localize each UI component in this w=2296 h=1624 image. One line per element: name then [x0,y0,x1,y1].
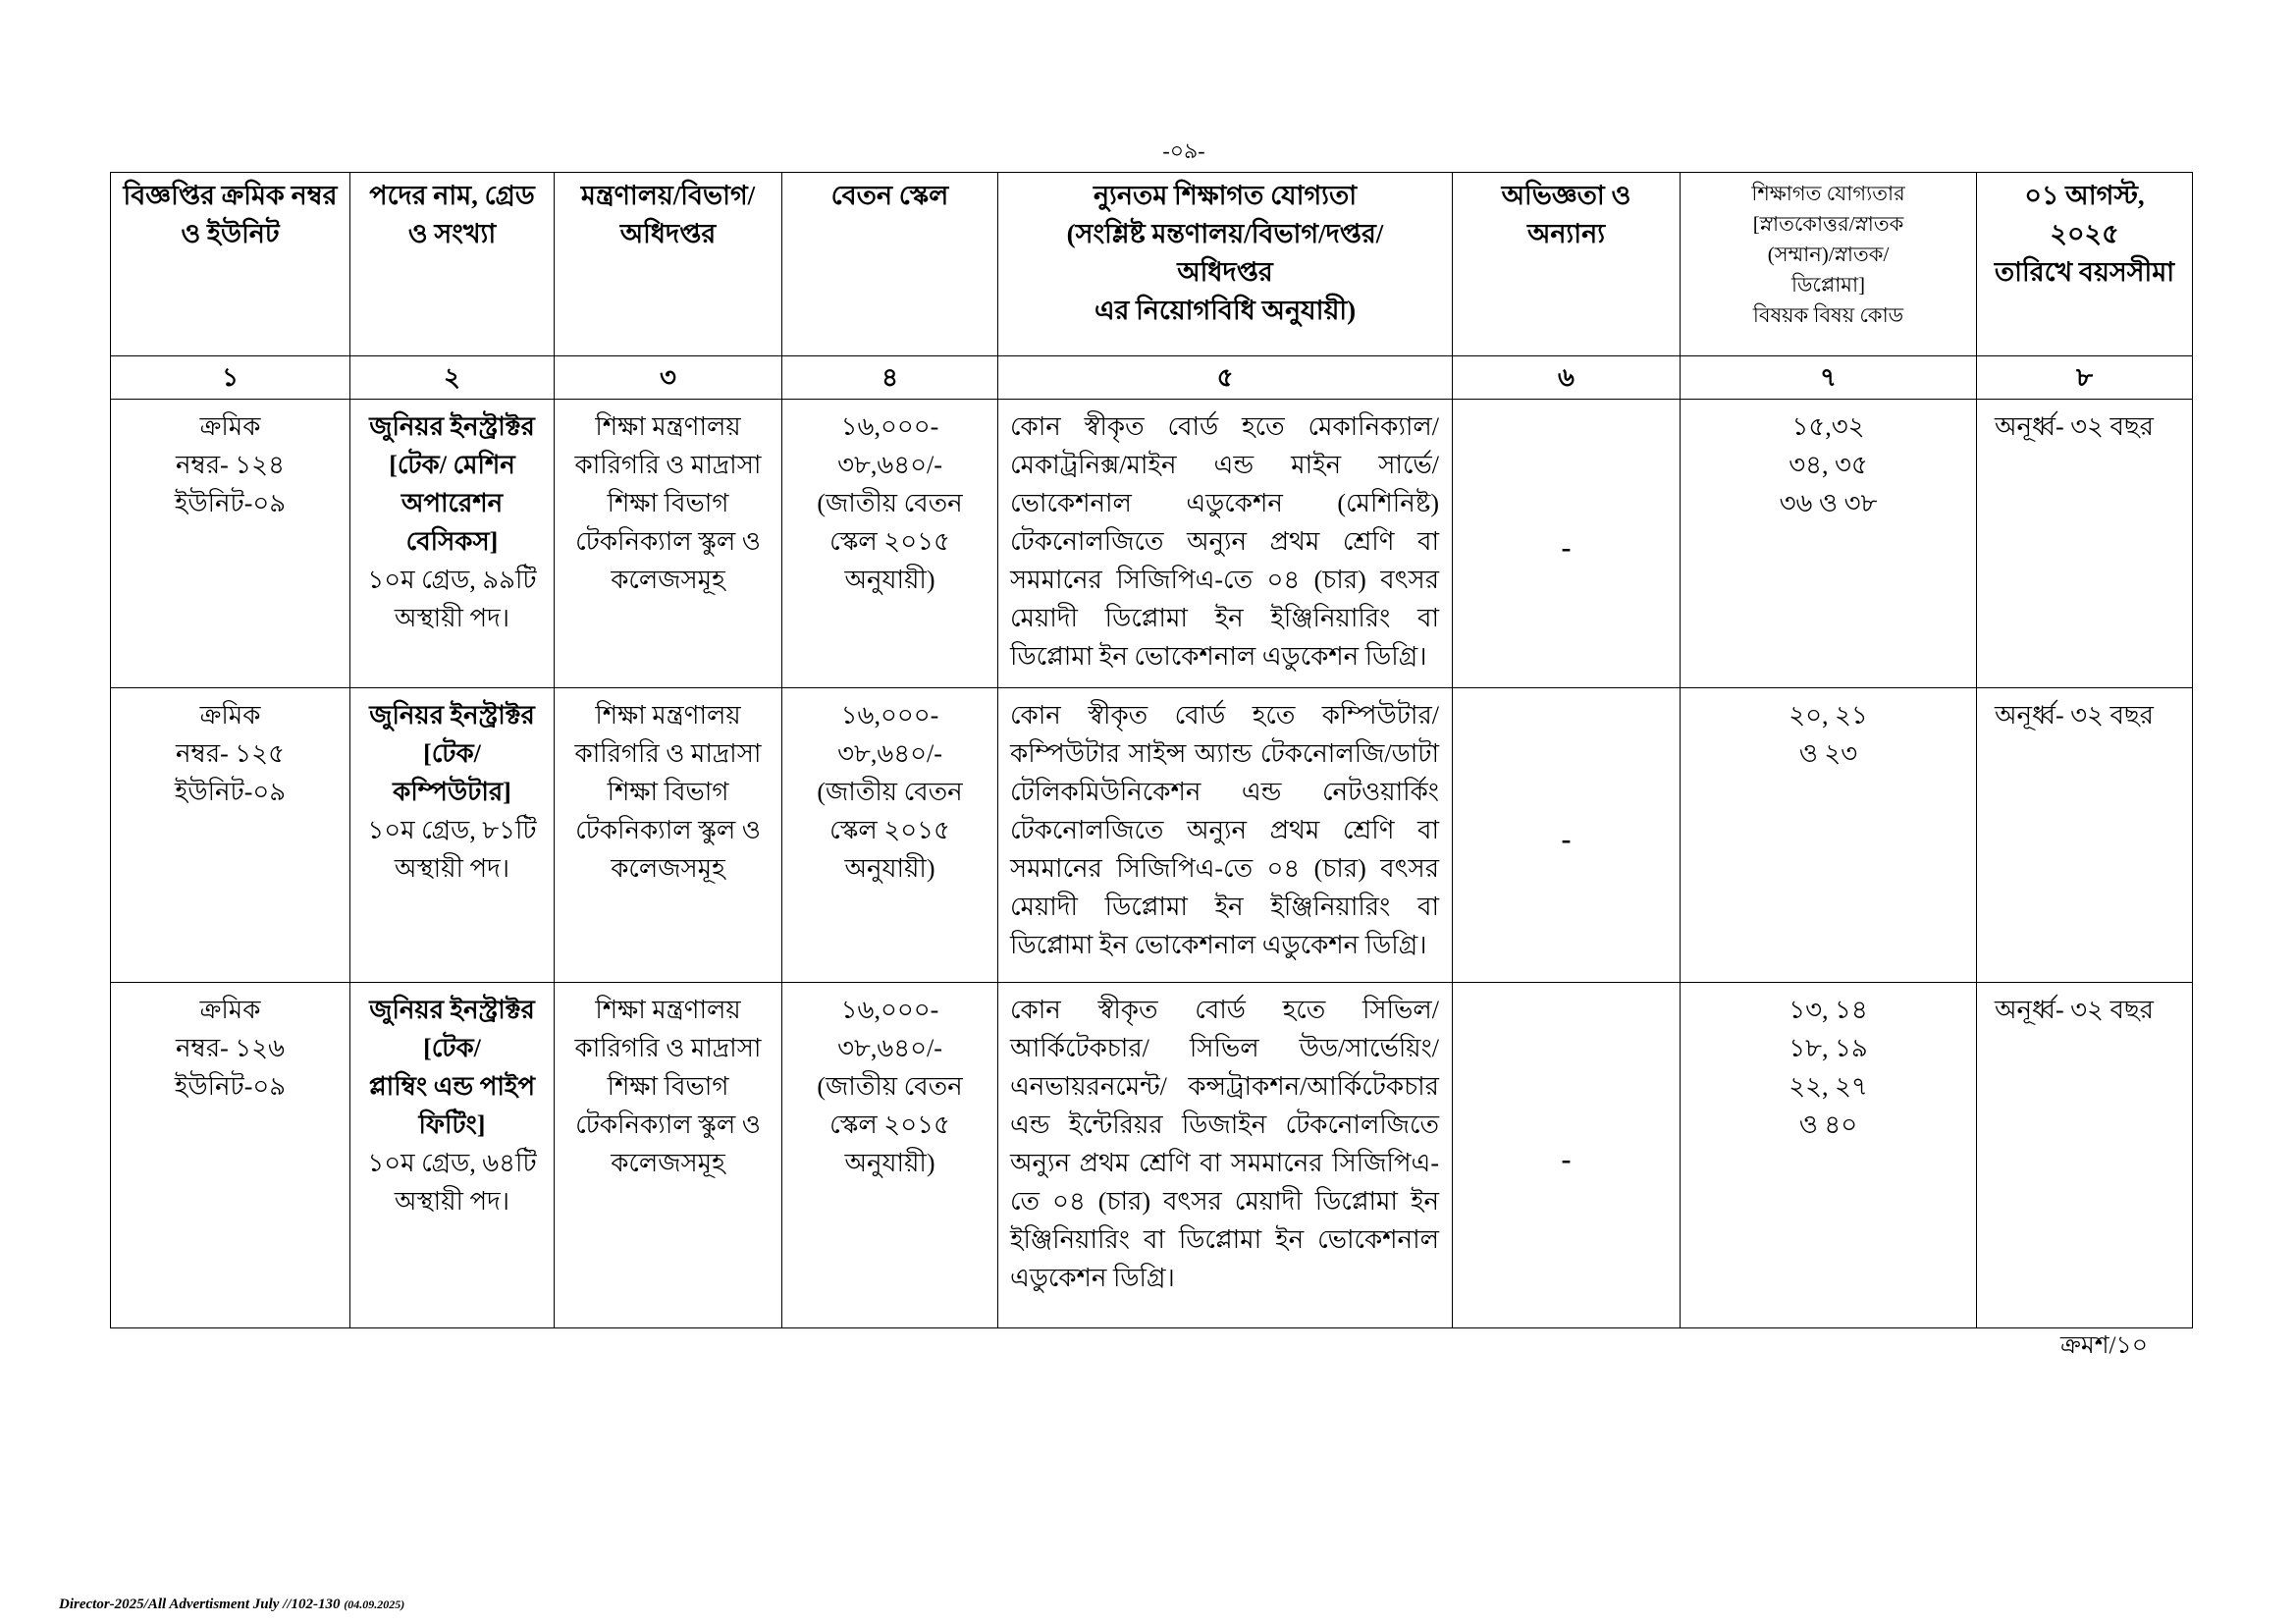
pay-scale-line: ৩৮,৬৪০/- [837,739,942,768]
continuation-note: ক্রমশ/১০ [2059,1332,2148,1359]
cell-qualification [998,688,1453,983]
ministry-line: শিক্ষা মন্ত্রণালয় [595,701,741,730]
qualification-line: সমমানের সিজিপিএ-তে ০৪ (চার) বৎসর [1010,566,1439,594]
qualification-line: টেকনোলজিতে অন্যুন প্রথম শ্রেণি বা [1010,527,1439,556]
cell-experience: - [1453,983,1681,1328]
serial-line: নম্বর- ১২৫ [176,739,285,768]
header-line: মন্ত্রণালয়/বিভাগ/ [580,181,756,210]
vacancy-table [110,172,2193,1328]
header-pay-scale [782,173,998,356]
qualification-line: কম্পিউটার সাইন্স অ্যান্ড টেকনোলজি/ডাটা [1010,739,1439,768]
subject-code-line: ও ৪০ [1798,1110,1858,1139]
qualification-line: ইঞ্জিনিয়ারিং বা ডিপ্লোমা ইন ভোকেশনাল [1010,1225,1439,1254]
qualification-line: এডুকেশন ডিগ্রি। [1010,1264,1175,1292]
cell-ministry [555,688,782,983]
ministry-line: কারিগরি ও মাদ্রাসা [574,739,762,768]
cell-age-limit: অনূর্ধ্ব- ৩২ বছর [1977,983,2193,1328]
pay-scale-line: ৩৮,৬৪০/- [837,451,942,479]
header-post-grade-count [350,173,555,356]
header-line: অধিদপ্তর [1177,257,1273,287]
table-row [111,400,2193,688]
ministry-line: টেকনিক্যাল স্কুল ও [575,527,761,556]
qualification-line: তে ০৪ (চার) বৎসর মেয়াদী ডিপ্লোমা ইন [1010,1187,1439,1216]
post-details-line: অস্থায়ী পদ। [394,1187,510,1216]
serial-line: ইউনিট-০৯ [174,489,287,517]
cell-experience: - [1453,688,1681,983]
cell-experience: - [1453,400,1681,688]
pay-scale-line: অনুযায়ী) [844,854,935,883]
footer-reference [59,1595,404,1614]
qualification-line: এন্ড ইন্টেরিয়র ডিজাইন টেকনোলজিতে [1010,1110,1439,1139]
cell-serial-unit [111,400,350,688]
serial-line: ক্রমিক [199,996,261,1024]
subject-code-line: ২০, ২১ [1789,701,1868,730]
column-number: ৮ [1977,356,2193,400]
header-line: অভিজ্ঞতা ও [1501,181,1631,210]
ministry-line: কারিগরি ও মাদ্রাসা [574,1034,762,1062]
header-line: তারিখে বয়সসীমা [1994,257,2175,287]
header-subject-code [1681,173,1977,356]
header-age-limit [1977,173,2193,356]
ministry-line: শিক্ষা মন্ত্রণালয় [595,996,741,1024]
header-min-qualification [998,173,1453,356]
pay-scale-line: (জাতীয় বেতন [817,778,963,806]
ministry-line: কলেজসমূহ [611,566,725,594]
header-line: অন্যান্য [1526,219,1606,248]
header-line: পদের নাম, গ্রেড [369,181,535,210]
post-title-line: ফিটিং] [418,1110,486,1139]
pay-scale-line: (জাতীয় বেতন [817,489,963,517]
qualification-line: টেলিকমিউনিকেশন এন্ড নেটওয়ার্কিং [1010,778,1439,806]
column-number: ১ [111,356,350,400]
qualification-line: কোন স্বীকৃত বোর্ড হতে সিভিল/ [1010,996,1439,1024]
post-title-line: জুনিয়র ইনস্ট্রাক্টর [369,996,535,1024]
header-line: বেতন স্কেল [830,181,949,210]
post-details-line: ১০ম গ্রেড, ৯৯টি [367,566,537,594]
cell-post [350,983,555,1328]
post-title-line: জুনিয়র ইনস্ট্রাক্টর [369,412,535,441]
pay-scale-line: স্কেল ২০১৫ [829,1110,950,1139]
header-line: [স্নাতকোত্তর/স্নাতক [1752,212,1904,236]
cell-subject-codes [1681,400,1977,688]
pay-scale-line: ৩৮,৬৪০/- [837,1034,942,1062]
qualification-line: কোন স্বীকৃত বোর্ড হতে কম্পিউটার/ [1010,701,1439,730]
header-line: ডিপ্লোমা] [1790,273,1866,297]
cell-post [350,400,555,688]
column-number: ৪ [782,356,998,400]
cell-qualification [998,400,1453,688]
post-details-line: ১০ম গ্রেড, ৮১টি [367,816,537,844]
column-number: ৫ [998,356,1453,400]
page-number: -০৯- [1162,138,1205,163]
column-number: ৬ [1453,356,1681,400]
header-line: বিজ্ঞপ্তির ক্রমিক নম্বর [123,181,338,210]
header-line: অধিদপ্তর [619,219,717,248]
cell-subject-codes [1681,688,1977,983]
subject-code-line: ৩৬ ও ৩৮ [1779,489,1878,517]
pay-scale-line: (জাতীয় বেতন [817,1072,963,1101]
pay-scale-line: স্কেল ২০১৫ [829,527,950,556]
header-line: শিক্ষাগত যোগ্যতার [1751,182,1905,205]
cell-pay-scale [782,688,998,983]
header-serial-unit [111,173,350,356]
table-row [111,688,2193,983]
qualification-line: ডিপ্লোমা ইন ভোকেশনাল এডুকেশন ডিগ্রি। [1010,642,1427,671]
qualification-line: ডিপ্লোমা ইন ভোকেশনাল এডুকেশন ডিগ্রি। [1010,931,1427,959]
qualification-line: মেকাট্রনিক্স/মাইন এন্ড মাইন সার্ভে/ [1010,451,1439,479]
serial-line: ক্রমিক [199,701,261,730]
post-title-line: [টেক/ [423,739,481,768]
post-title-line: বেসিকস] [405,527,499,556]
footer-reference-code: Director-2025/All Advertisment July //102-130 [59,1597,341,1612]
post-details-line: ১০ম গ্রেড, ৬৪টি [367,1149,537,1177]
serial-line: ইউনিট-০৯ [174,778,287,806]
pay-scale-line: ১৬,০০০- [840,412,939,441]
ministry-line: কলেজসমূহ [611,854,725,883]
subject-code-line: ৩৪, ৩৫ [1789,451,1868,479]
subject-code-line: ১৩, ১৪ [1789,996,1868,1024]
cell-serial-unit [111,983,350,1328]
ministry-line: টেকনিক্যাল স্কুল ও [575,1110,761,1139]
footer-reference-date: (04.09.2025) [344,1597,405,1611]
column-number: ২ [350,356,555,400]
serial-line: নম্বর- ১২৪ [176,451,285,479]
header-line: ০১ আগস্ট, ২০২৫ [2024,181,2145,248]
qualification-line: আর্কিটেকচার/ সিভিল উড/সার্ভেয়িং/ [1010,1034,1439,1062]
cell-ministry [555,400,782,688]
ministry-line: কারিগরি ও মাদ্রাসা [574,451,762,479]
post-title-line: কম্পিউটার] [393,778,511,806]
header-experience [1453,173,1681,356]
cell-pay-scale [782,983,998,1328]
header-line: (সংশ্লিষ্ট মন্তণালয়/বিভাগ/দপ্তর/ [1066,219,1384,248]
qualification-line: টেকনোলজিতে অন্যুন প্রথম শ্রেণি বা [1010,816,1439,844]
cell-subject-codes [1681,983,1977,1328]
subject-code-line: ও ২৩ [1798,739,1858,768]
cell-pay-scale [782,400,998,688]
header-ministry [555,173,782,356]
post-title-line: [টেক/ মেশিন [389,451,515,479]
serial-line: নম্বর- ১২৬ [176,1034,285,1062]
pay-scale-line: স্কেল ২০১৫ [829,816,950,844]
table-row [111,983,2193,1328]
cell-serial-unit [111,688,350,983]
header-line: (সম্মান)/স্নাতক/ [1767,243,1890,266]
header-line: এর নিয়োগবিধি অনুযায়ী) [1094,296,1357,325]
qualification-line: মেয়াদী ডিপ্লোমা ইন ইঞ্জিনিয়ারিং বা [1010,604,1439,632]
ministry-line: কলেজসমূহ [611,1149,725,1177]
header-row [111,173,2193,356]
header-line: ও সংখ্যা [407,219,497,248]
pay-scale-line: অনুযায়ী) [844,566,935,594]
header-line: ন্যুনতম শিক্ষাগত যোগ্যতা [1093,181,1358,210]
column-number: ৭ [1681,356,1977,400]
ministry-line: শিক্ষা বিভাগ [607,489,729,517]
qualification-line: কোন স্বীকৃত বোর্ড হতে মেকানিক্যাল/ [1010,412,1439,441]
cell-qualification [998,983,1453,1328]
qualification-line: ভোকেশনাল এডুকেশন (মেশিনিষ্ট) [1010,489,1439,517]
post-title-line: অপারেশন [400,489,504,517]
serial-line: ইউনিট-০৯ [174,1072,287,1101]
qualification-line: সমমানের সিজিপিএ-তে ০৪ (চার) বৎসর [1010,854,1439,883]
post-details-line: অস্থায়ী পদ। [394,604,510,632]
serial-line: ক্রমিক [199,412,261,441]
post-title-line: প্লাম্বিং এন্ড পাইপ [368,1072,536,1101]
column-number: ৩ [555,356,782,400]
pay-scale-line: ১৬,০০০- [840,996,939,1024]
ministry-line: টেকনিক্যাল স্কুল ও [575,816,761,844]
qualification-line: মেয়াদী ডিপ্লোমা ইন ইঞ্জিনিয়ারিং বা [1010,893,1439,921]
ministry-line: শিক্ষা বিভাগ [607,778,729,806]
qualification-line: এনভায়রনমেন্ট/ কন্সট্রাকশন/আর্কিটেকচার [1010,1072,1439,1101]
qualification-line: অন্যুন প্রথম শ্রেণি বা সমমানের সিজিপিএ- [1010,1149,1439,1177]
pay-scale-line: অনুযায়ী) [844,1149,935,1177]
post-title-line: জুনিয়র ইনস্ট্রাক্টর [369,701,535,730]
column-number-row [111,356,2193,400]
header-line: ও ইউনিট [181,219,280,248]
post-title-line: [টেক/ [423,1034,481,1062]
subject-code-line: ২২, ২৭ [1789,1072,1868,1101]
cell-post [350,688,555,983]
cell-ministry [555,983,782,1328]
cell-age-limit: অনূর্ধ্ব- ৩২ বছর [1977,688,2193,983]
ministry-line: শিক্ষা মন্ত্রণালয় [595,412,741,441]
post-details-line: অস্থায়ী পদ। [394,854,510,883]
subject-code-line: ১৫,৩২ [1791,412,1865,441]
header-line: বিষয়ক বিষয় কোড [1752,303,1904,327]
ministry-line: শিক্ষা বিভাগ [607,1072,729,1101]
pay-scale-line: ১৬,০০০- [840,701,939,730]
subject-code-line: ১৮, ১৯ [1789,1034,1868,1062]
cell-age-limit: অনূর্ধ্ব- ৩২ বছর [1977,400,2193,688]
